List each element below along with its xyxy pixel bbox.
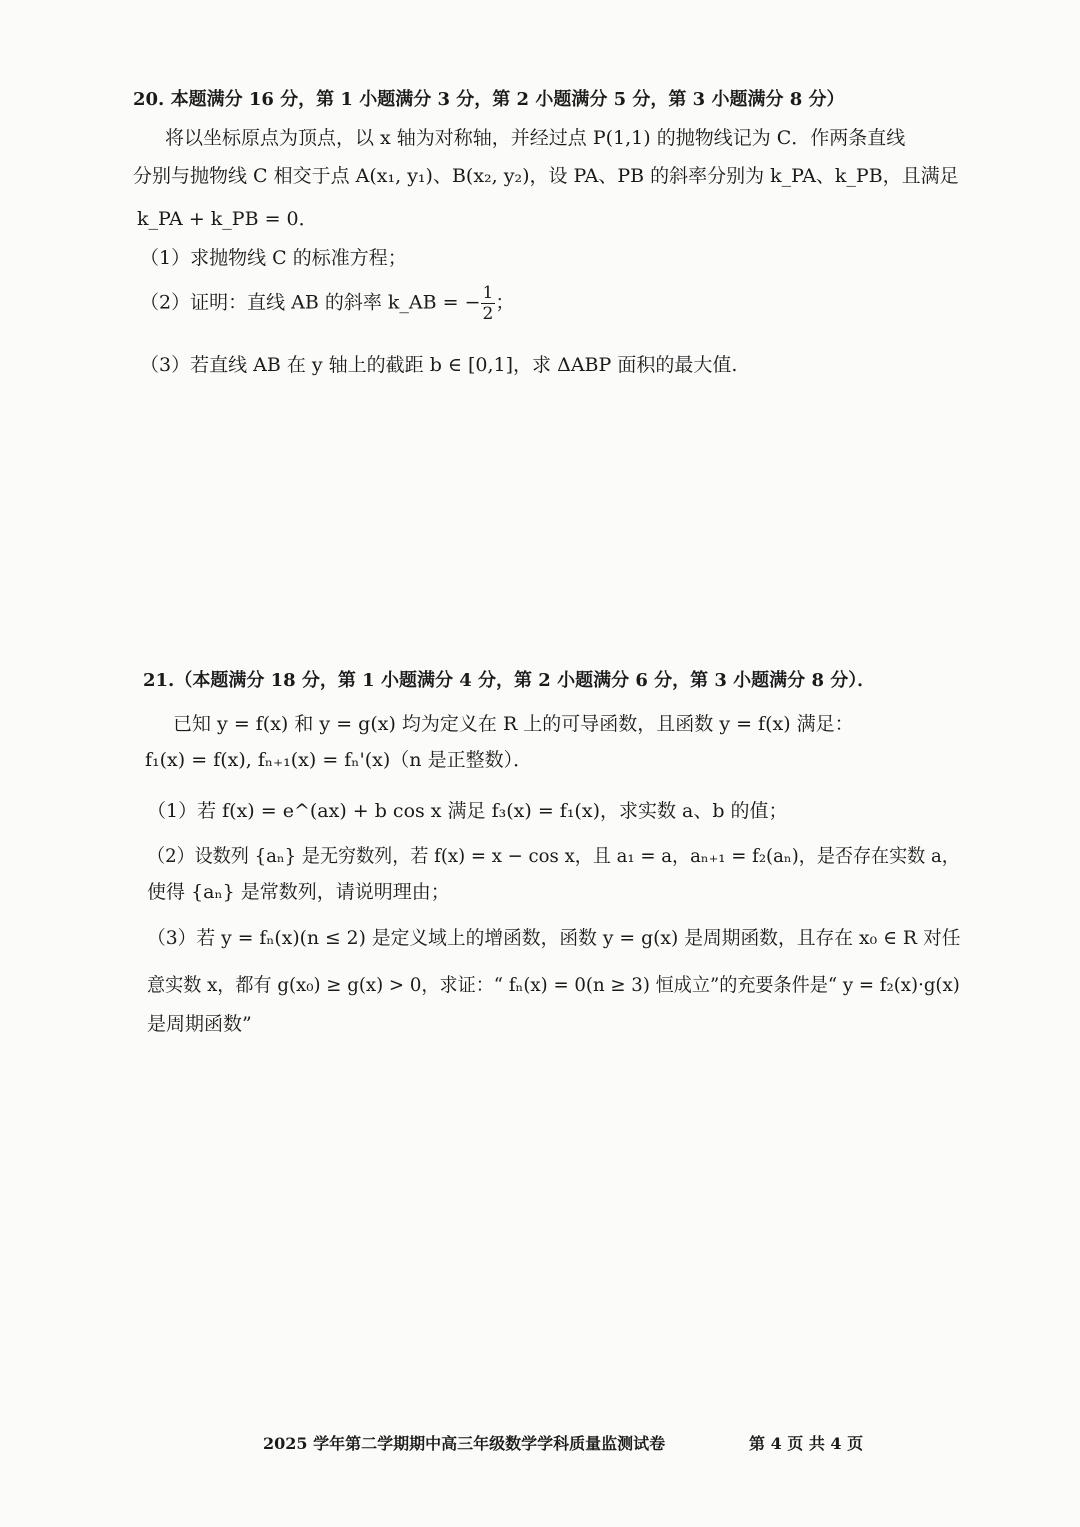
q20-part2-prefix: （2）证明：直线 AB 的斜率 k_AB = − xyxy=(140,291,481,314)
q21-part3-line1: （3）若 y = fₙ(x)(n ≤ 2) 是定义域上的增函数，函数 y = g(x) 是周期函数，且存在 x₀ ∈ R 对任 xyxy=(147,927,961,949)
q20-stem-line2: 分别与抛物线 C 相交于点 A(x₁, y₁)、B(x₂, y₂)，设 PA、PB 的斜率分别为 k_PA、k_PB，且满足 xyxy=(133,165,959,187)
fraction-denominator: 2 xyxy=(482,304,494,324)
footer-page-number: 第 4 页 共 4 页 xyxy=(749,1434,864,1453)
q21-stem-line1: 已知 y = f(x) 和 y = g(x) 均为定义在 R 上的可导函数，且函数 y = f(x) 满足： xyxy=(173,713,854,735)
q21-part3-line3: 是周期函数” xyxy=(147,1013,252,1035)
q21-stem-line2: f₁(x) = f(x), fₙ₊₁(x) = fₙ'(x)（n 是正整数）． xyxy=(145,749,533,771)
fraction-numerator: 1 xyxy=(482,283,494,303)
q21-heading: 21.（本题满分 18 分，第 1 小题满分 4 分，第 2 小题满分 6 分，第 3 小题满分 8 分）． xyxy=(143,670,876,691)
q21-part2-line2: 使得 {aₙ} 是常数列，请说明理由； xyxy=(147,881,450,903)
q20-part2-fraction xyxy=(481,283,496,324)
q20-part2-suffix: ； xyxy=(495,291,515,314)
q20-stem-line3: k_PA + k_PB = 0． xyxy=(137,208,318,230)
q20-part1: （1）求抛物线 C 的标准方程； xyxy=(140,247,407,269)
footer-title: 2025 学年第二学期期中高三年级数学学科质量监测试卷 xyxy=(263,1434,666,1453)
q20-stem-line1: 将以坐标原点为顶点，以 x 轴为对称轴，并经过点 P(1,1) 的抛物线记为 C．作两条直线 xyxy=(165,127,906,149)
q21-part1: （1）若 f(x) = e^(ax) + b cos x 满足 f₃(x) = f₁(x)，求实数 a、b 的值； xyxy=(147,800,788,822)
q21-part3-line2: 意实数 x，都有 g(x₀) ≥ g(x) > 0，求证：“ fₙ(x) = 0(n ≥ 3) 恒成立”的充要条件是“ y = f₂(x)·g(x) xyxy=(147,974,960,996)
q20-part2 xyxy=(140,283,514,324)
q21-part2-line1: （2）设数列 {aₙ} 是无穷数列，若 f(x) = x − cos x，且 a₁ = a，aₙ₊₁ = f₂(aₙ)，是否存在实数 a， xyxy=(147,845,960,867)
q20-part3: （3）若直线 AB 在 y 轴上的截距 b ∈ [0,1]，求 ΔABP 面积的最大值. xyxy=(140,354,738,376)
q20-heading: 20. 本题满分 16 分，第 1 小题满分 3 分，第 2 小题满分 5 分，第 3 小题满分 8 分） xyxy=(133,89,845,110)
